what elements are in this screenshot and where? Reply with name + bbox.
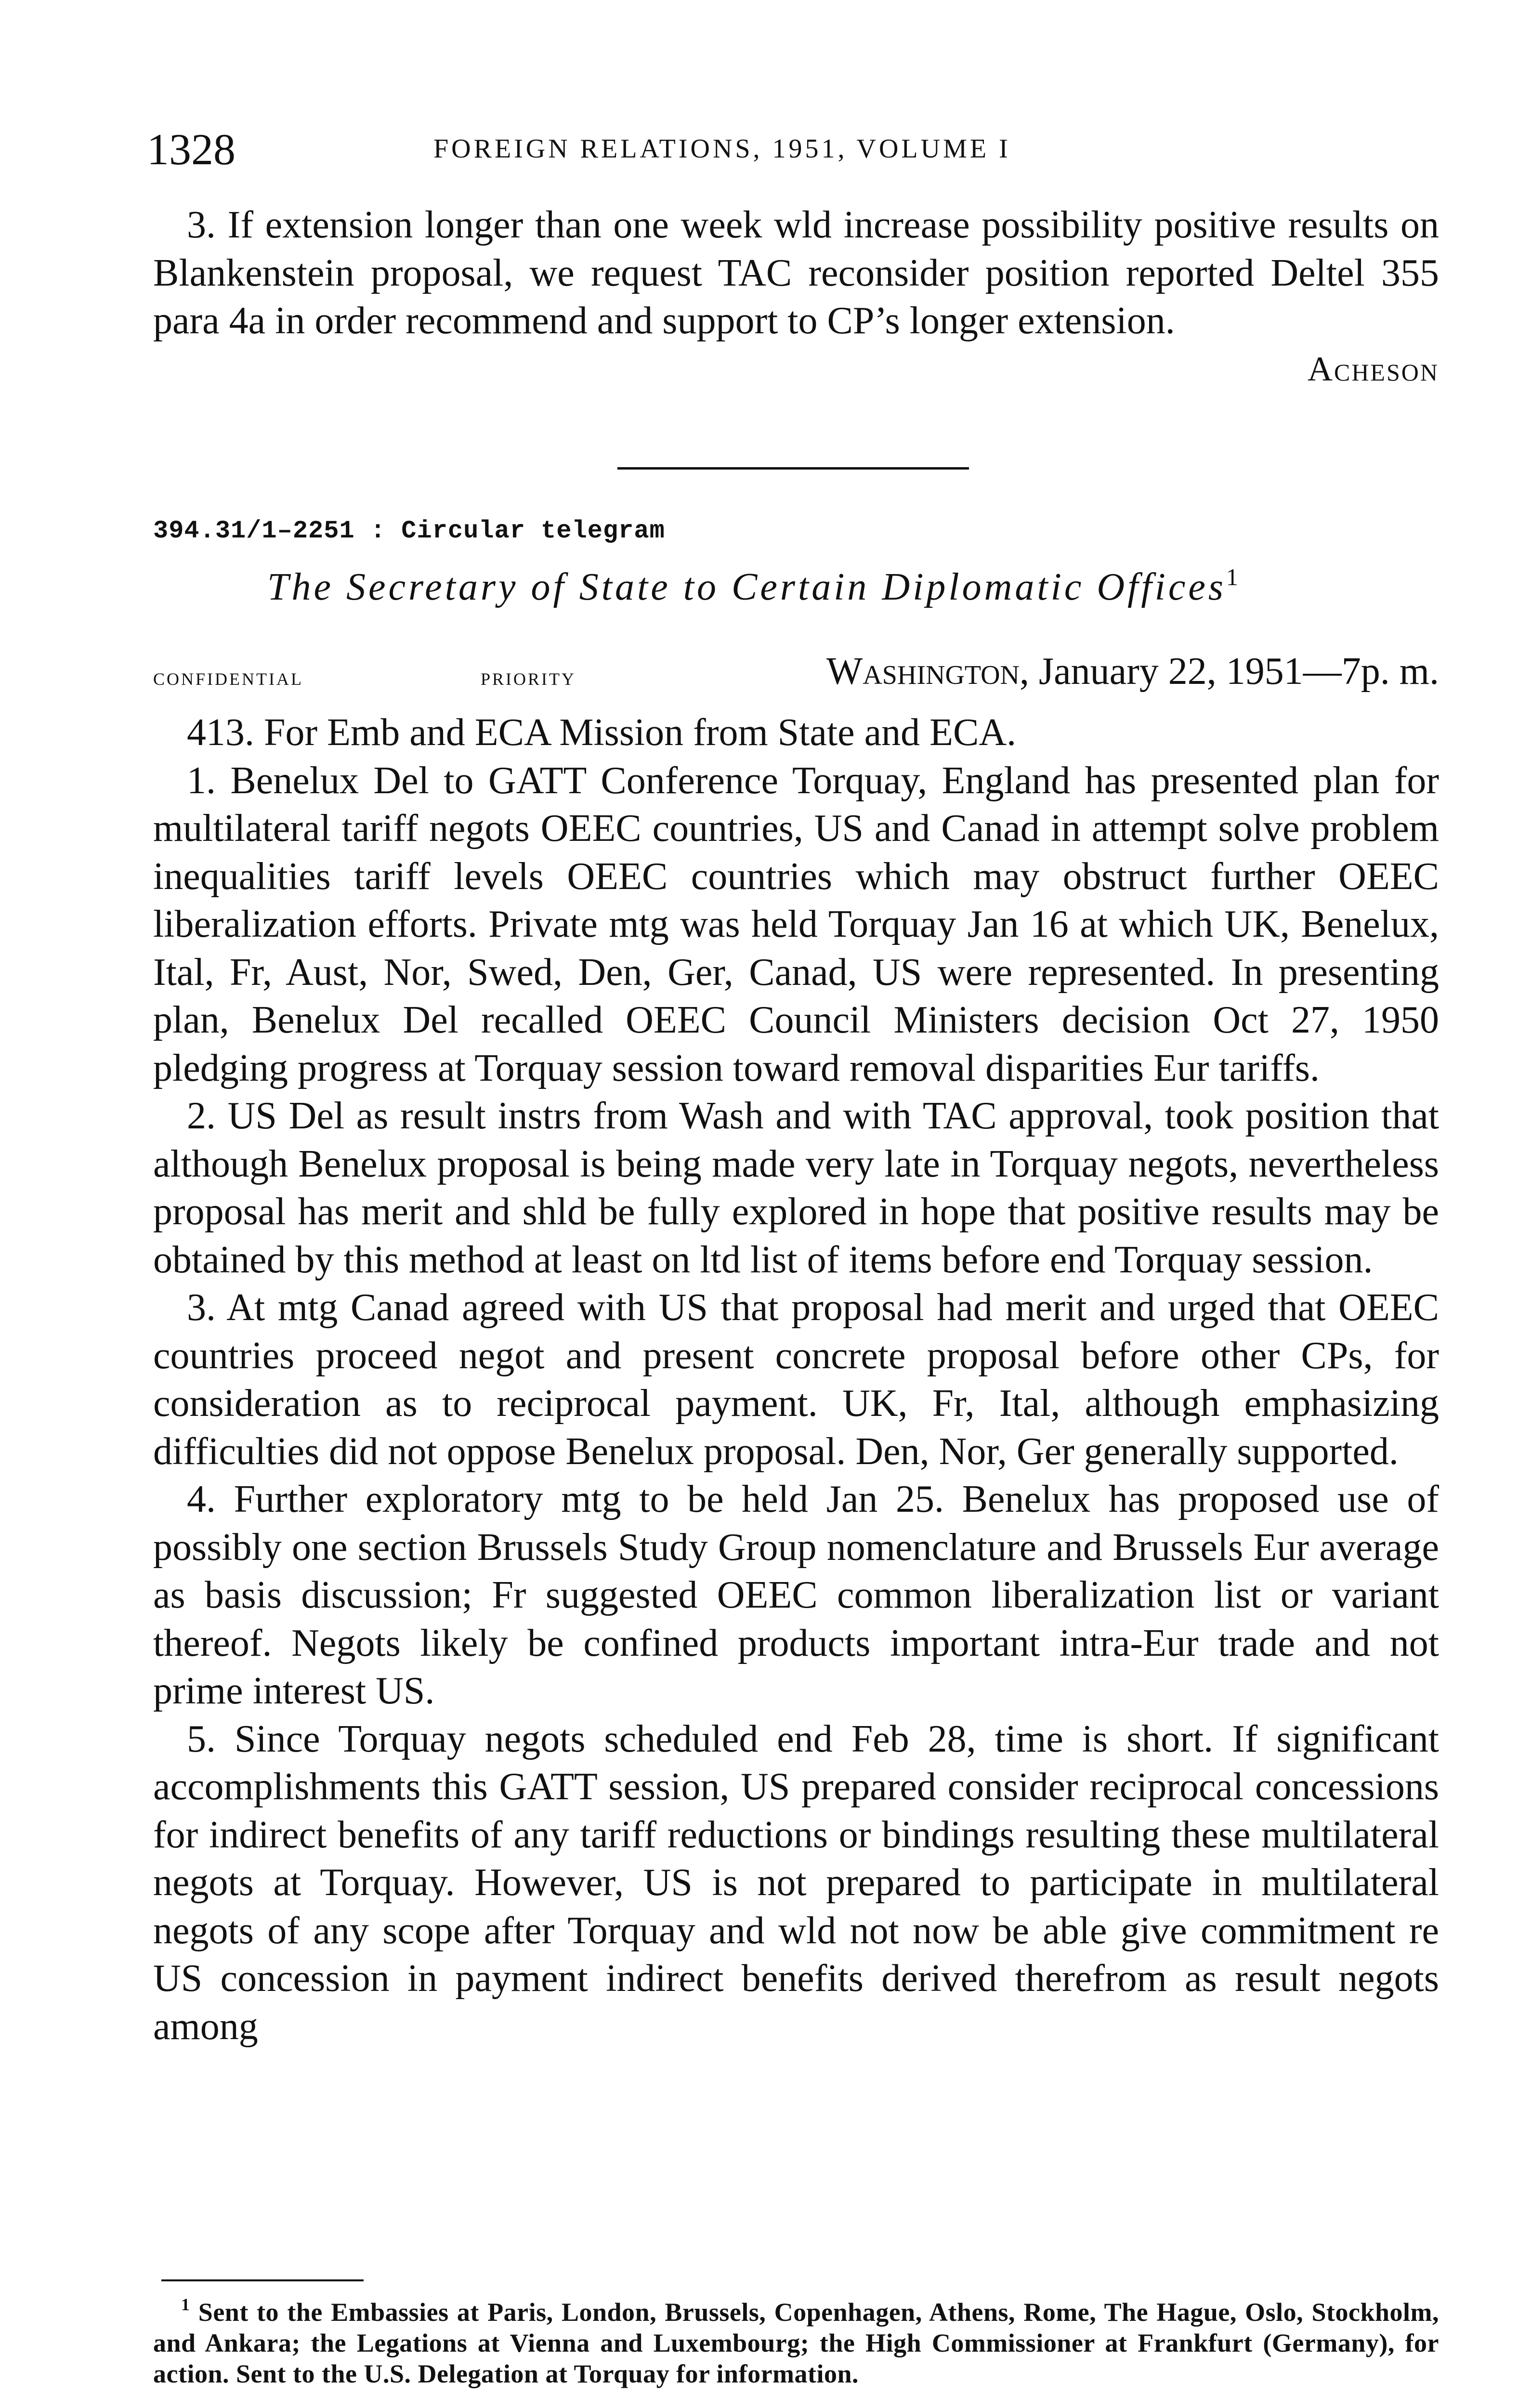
place-and-date: [826, 647, 1439, 695]
footnote-1: [153, 2289, 1439, 2389]
footnote-text: Sent to the Embassies at Paris, London, Brussels, Copenhagen, Athens, Rome, The Hague, Oslo, Stockholm, and Ankara; the Legations at Vienna and Luxembourg; the High Commissioner at Frankfurt (Germany), for action. Sent to the U.S. Delegation at Torquay for information.: [153, 2298, 1439, 2388]
footnote-rule: [161, 2279, 364, 2281]
dateline: [153, 647, 1439, 695]
priority: priority: [481, 663, 576, 691]
running-title: FOREIGN RELATIONS, 1951, VOLUME I: [433, 134, 1011, 164]
previous-paragraph-3: 3. If extension longer than one week wld increase possibility positive results on Blankenstein proposal, we request TAC reconsider position reported Deltel 355 para 4a in order recommend and support to CP’s longer extension.: [153, 204, 1439, 342]
signature: Acheson: [1307, 349, 1439, 388]
telegram-body: [153, 709, 1439, 2051]
document-title: [267, 553, 1241, 611]
date: January 22, 1951—7p. m.: [1038, 650, 1439, 693]
footnotes: [153, 2289, 1439, 2389]
title-footnote-marker: 1: [1226, 563, 1241, 590]
place: Washington,: [826, 650, 1029, 693]
previous-document-tail: [153, 201, 1439, 393]
classification: confidential: [153, 663, 303, 691]
paragraph-4: 4. Further exploratory mtg to be held Jan 25. Benelux has proposed use of possibly one section Brussels Study Group nomenclature and Brussels Eur average as basis discussion; Fr suggested OEEC common liberalization list or variant thereof. Negots likely be confined products important intra-Eur trade and not prime interest US.: [153, 1478, 1439, 1712]
paragraph-2: 2. US Del as result instrs from Wash and with TAC approval, took position that although Benelux proposal is being made very late in Torquay negots, nevertheless proposal has merit and shld be fully explored in hope that positive results may be obtained by this method at least on ltd list of items before end Torquay session.: [153, 1095, 1439, 1281]
paragraph-3: 3. At mtg Canad agreed with US that proposal had merit and urged that OEEC countries proceed negot and present concrete proposal before other CPs, for consideration as to reciprocal payment. UK, Fr, Ital, although emphasizing difficulties did not oppose Benelux proposal. Den, Nor, Ger generally supported.: [153, 1286, 1439, 1473]
file-reference: 394.31/1–2251 : Circular telegram: [153, 517, 665, 545]
paragraph-1: 1. Benelux Del to GATT Conference Torquay, England has presented plan for multilateral tariff negots OEEC countries, US and Canad in attempt solve problem inequalities tariff levels OEEC countries which may obstruct further OEEC liberalization efforts. Private mtg was held Torquay Jan 16 at which UK, Benelux, Ital, Fr, Aust, Nor, Swed, Den, Ger, Canad, US were represented. In presenting plan, Benelux Del recalled OEEC Council Ministers decision Oct 27, 1950 pledging progress at Torquay session toward removal disparities Eur tariffs.: [153, 759, 1439, 1089]
footnote-marker: 1: [181, 2295, 190, 2314]
page-header: [147, 123, 1447, 181]
telegram-number-line: 413. For Emb and ECA Mission from State and ECA.: [187, 711, 1017, 754]
page-number: 1328: [147, 125, 236, 174]
document-title-text: The Secretary of State to Certain Diplomatic Offices: [267, 566, 1226, 608]
section-divider: [617, 467, 969, 470]
paragraph-5: 5. Since Torquay negots scheduled end Feb 28, time is short. If significant accomplishments this GATT session, US prepared consider reciprocal concessions for indirect benefits of any tariff reductions or bindings resulting these multilateral negots at Torquay. However, US is not prepared to participate in multilateral negots of any scope after Torquay and wld not now be able give commitment re US concession in payment indirect benefits derived therefrom as result negots among: [153, 1717, 1439, 2048]
